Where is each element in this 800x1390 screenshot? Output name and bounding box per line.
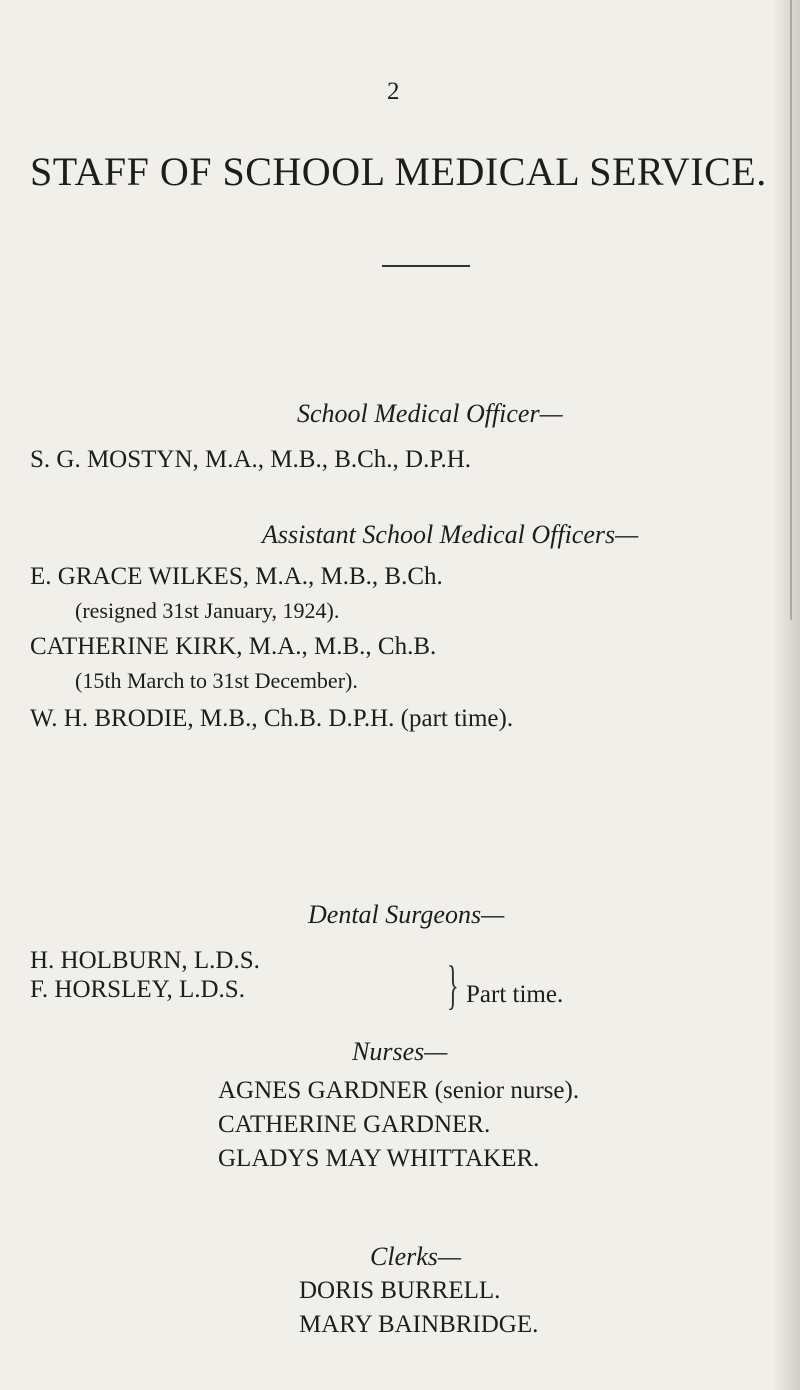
school-medical-officer-heading: School Medical Officer— [297, 399, 563, 428]
title-divider [382, 265, 470, 267]
page-edge-line [790, 0, 792, 620]
nurse-entry: AGNES GARDNER (senior nurse). [218, 1077, 580, 1104]
dental-surgeon-entry: H. HOLBURN, L.D.S. [30, 947, 260, 974]
clerk-entry: MARY BAINBRIDGE. [299, 1311, 539, 1338]
assistant-officer-note: (resigned 31st January, 1924). [75, 598, 340, 623]
nurse-entry: CATHERINE GARDNER. [218, 1111, 491, 1138]
school-medical-officer-name: S. G. MOSTYN, M.A., M.B., B.Ch., D.P.H. [30, 446, 472, 473]
right-brace: } [447, 955, 459, 1015]
page-edge-shadow [772, 0, 800, 1390]
clerks-heading: Clerks— [370, 1242, 461, 1271]
assistant-officer-entry: CATHERINE KIRK, M.A., M.B., Ch.B. [30, 633, 437, 660]
assistant-officer-note: (15th March to 31st December). [75, 668, 358, 693]
page-number: 2 [387, 78, 400, 105]
assistant-officer-entry: W. H. BRODIE, M.B., Ch.B. D.P.H. (part time). [30, 705, 514, 732]
part-time-note: Part time. [466, 981, 564, 1008]
dental-surgeons-heading: Dental Surgeons— [308, 900, 505, 929]
assistant-officer-entry: E. GRACE WILKES, M.A., M.B., B.Ch. [30, 563, 443, 590]
dental-surgeon-entry: F. HORSLEY, L.D.S. [30, 976, 245, 1003]
nurse-entry: GLADYS MAY WHITTAKER. [218, 1145, 540, 1172]
page-title: STAFF OF SCHOOL MEDICAL SERVICE. [30, 149, 767, 194]
clerk-entry: DORIS BURRELL. [299, 1277, 501, 1304]
nurses-heading: Nurses— [352, 1037, 448, 1066]
assistant-officers-heading: Assistant School Medical Officers— [262, 520, 639, 549]
